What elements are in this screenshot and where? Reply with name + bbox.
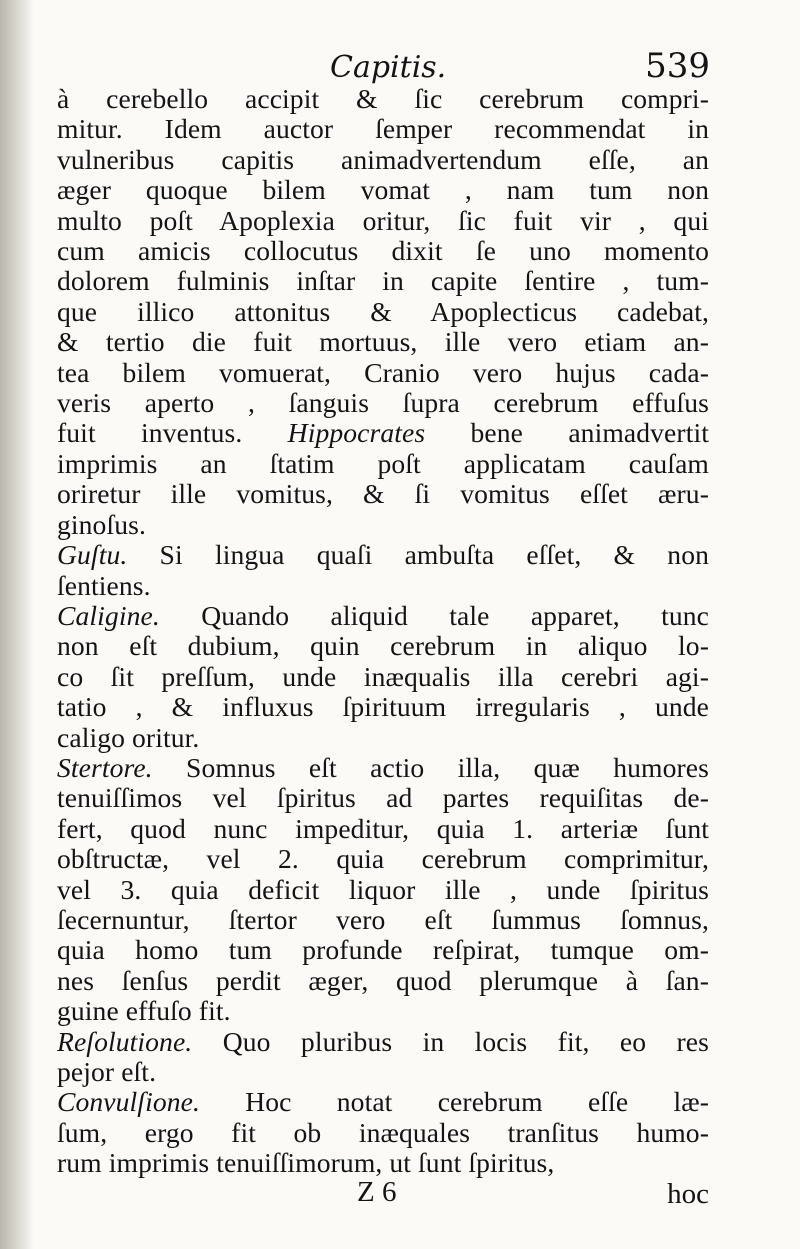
- text-run: caligo oritur.: [57, 721, 200, 753]
- text-line: [57, 966, 709, 996]
- text-run: obſtructæ, vel 2. quia cerebrum comprimitur,: [57, 843, 709, 875]
- running-head: Capitis.: [330, 50, 447, 85]
- text-run: co ſit preſſum, unde inæqualis illa cerebri agi-: [57, 660, 709, 692]
- text-line: [57, 84, 709, 114]
- text-line: [57, 875, 709, 905]
- text-line: [57, 783, 709, 813]
- text-run: ſecernuntur, ſtertor vero eſt ſummus ſomnus,: [57, 903, 709, 935]
- text-line: [57, 449, 709, 479]
- text-line: [57, 905, 709, 935]
- text-run: tea bilem vomuerat, Cranio vero hujus cada-: [57, 356, 709, 388]
- text-line: [57, 388, 709, 418]
- text-line: [57, 175, 709, 205]
- text-line: [57, 935, 709, 965]
- section-heading: Stertore.: [57, 751, 153, 783]
- text-run: oriretur ille vomitus, & ſi vomitus eſſet æru-: [57, 478, 709, 510]
- text-run: multo poſt Apoplexia oritur, ſic fuit vir , qui: [57, 204, 709, 236]
- text-line: [57, 692, 709, 722]
- text-line: [57, 1057, 709, 1087]
- text-line: [57, 1027, 709, 1057]
- text-line: [57, 814, 709, 844]
- text-line: [57, 114, 709, 144]
- text-run: rum imprimis tenuiſſimorum, ut ſunt ſpiritus,: [57, 1147, 555, 1179]
- text-run: nes ſenſus perdit æger, quod plerumque à ſan-: [57, 964, 709, 996]
- text-line: [57, 327, 709, 357]
- text-run: à cerebello accipit & ſic cerebrum compri-: [57, 83, 709, 114]
- text-run: ſentiens.: [57, 569, 151, 601]
- text-line: [57, 844, 709, 874]
- section-heading: Convulſione.: [57, 1086, 200, 1118]
- text-line: [57, 479, 709, 509]
- text-line: [57, 540, 709, 570]
- text-run: que illico attonitus & Apoplecticus cadebat,: [57, 295, 709, 327]
- text-run: vel 3. quia deficit liquor ille , unde ſpiritus: [57, 873, 709, 905]
- paragraph: [57, 84, 709, 540]
- text-run: Hoc notat cerebrum eſſe læ-: [199, 1086, 709, 1118]
- text-line: [57, 358, 709, 388]
- text-line: [57, 418, 709, 448]
- text-line: [57, 1087, 709, 1117]
- text-run: cum amicis collocutus dixit ſe uno momento: [57, 235, 709, 267]
- text-line: [57, 297, 709, 327]
- text-run: fert, quod nunc impeditur, quia 1. arteriæ ſunt: [57, 812, 709, 844]
- text-line: [57, 631, 709, 661]
- text-line: [57, 510, 709, 540]
- section-heading: Caligine.: [57, 599, 160, 631]
- page-number: 539: [645, 46, 710, 86]
- text-run: ſum, ergo fit ob inæquales tranſitus humo-: [57, 1116, 709, 1148]
- binding-shadow: [0, 0, 34, 1249]
- paragraph: [57, 1027, 709, 1088]
- catchword: hoc: [667, 1178, 709, 1210]
- text-run: guine effuſo fit.: [57, 995, 231, 1027]
- text-line: [57, 601, 709, 631]
- text-run: tenuiſſimos vel ſpiritus ad partes requiſitas de-: [57, 782, 709, 814]
- text-run: fuit inventus.: [57, 417, 288, 449]
- text-run: imprimis an ſtatim poſt applicatam cauſam: [57, 447, 709, 479]
- text-run: Quo pluribus in locis fit, eo res: [192, 1025, 709, 1057]
- text-run: Si lingua quaſi ambuſta eſſet, & non: [127, 539, 709, 571]
- paragraph: [57, 601, 709, 753]
- text-line: [57, 571, 709, 601]
- paragraph: [57, 753, 709, 1027]
- text-run: ginoſus.: [57, 508, 146, 540]
- text-line: [57, 206, 709, 236]
- text-line: [57, 662, 709, 692]
- text-run: veris aperto , ſanguis ſupra cerebrum effuſus: [57, 387, 709, 419]
- text-run: Quando aliquid tale apparet, tunc: [159, 599, 709, 631]
- page-footer: [57, 1176, 709, 1216]
- body-text: [57, 84, 709, 1179]
- text-run: dolorem fulminis inſtar in capite ſentire , tum-: [57, 265, 709, 297]
- text-run: pejor eſt.: [57, 1056, 157, 1087]
- section-heading: Guſtu.: [57, 539, 128, 571]
- text-line: [57, 266, 709, 296]
- section-heading: Hippocrates: [287, 417, 426, 449]
- text-run: quia homo tum profunde reſpirat, tumque om-: [57, 934, 709, 966]
- section-heading: Reſolutione.: [57, 1025, 193, 1057]
- text-line: [57, 753, 709, 783]
- text-run: non eſt dubium, quin cerebrum in aliquo lo-: [57, 630, 709, 662]
- text-run: æger quoque bilem vomat , nam tum non: [57, 174, 709, 206]
- text-run: Somnus eſt actio illa, quæ humores: [152, 751, 709, 783]
- text-run: tatio , & influxus ſpirituum irregularis , unde: [57, 691, 709, 723]
- text-line: [57, 236, 709, 266]
- text-run: bene animadvertit: [425, 417, 709, 449]
- paragraph: [57, 540, 709, 601]
- text-run: & tertio die fuit mortuus, ille vero etiam an-: [57, 326, 709, 358]
- text-line: [57, 996, 709, 1026]
- text-line: [57, 145, 709, 175]
- text-line: [57, 723, 709, 753]
- text-run: mitur. Idem auctor ſemper recommendat in: [57, 113, 709, 145]
- paragraph: [57, 1087, 709, 1178]
- signature-mark: Z 6: [357, 1176, 397, 1208]
- text-line: [57, 1118, 709, 1148]
- text-run: vulneribus capitis animadvertendum eſſe, an: [57, 143, 709, 175]
- text-line: [57, 1148, 709, 1178]
